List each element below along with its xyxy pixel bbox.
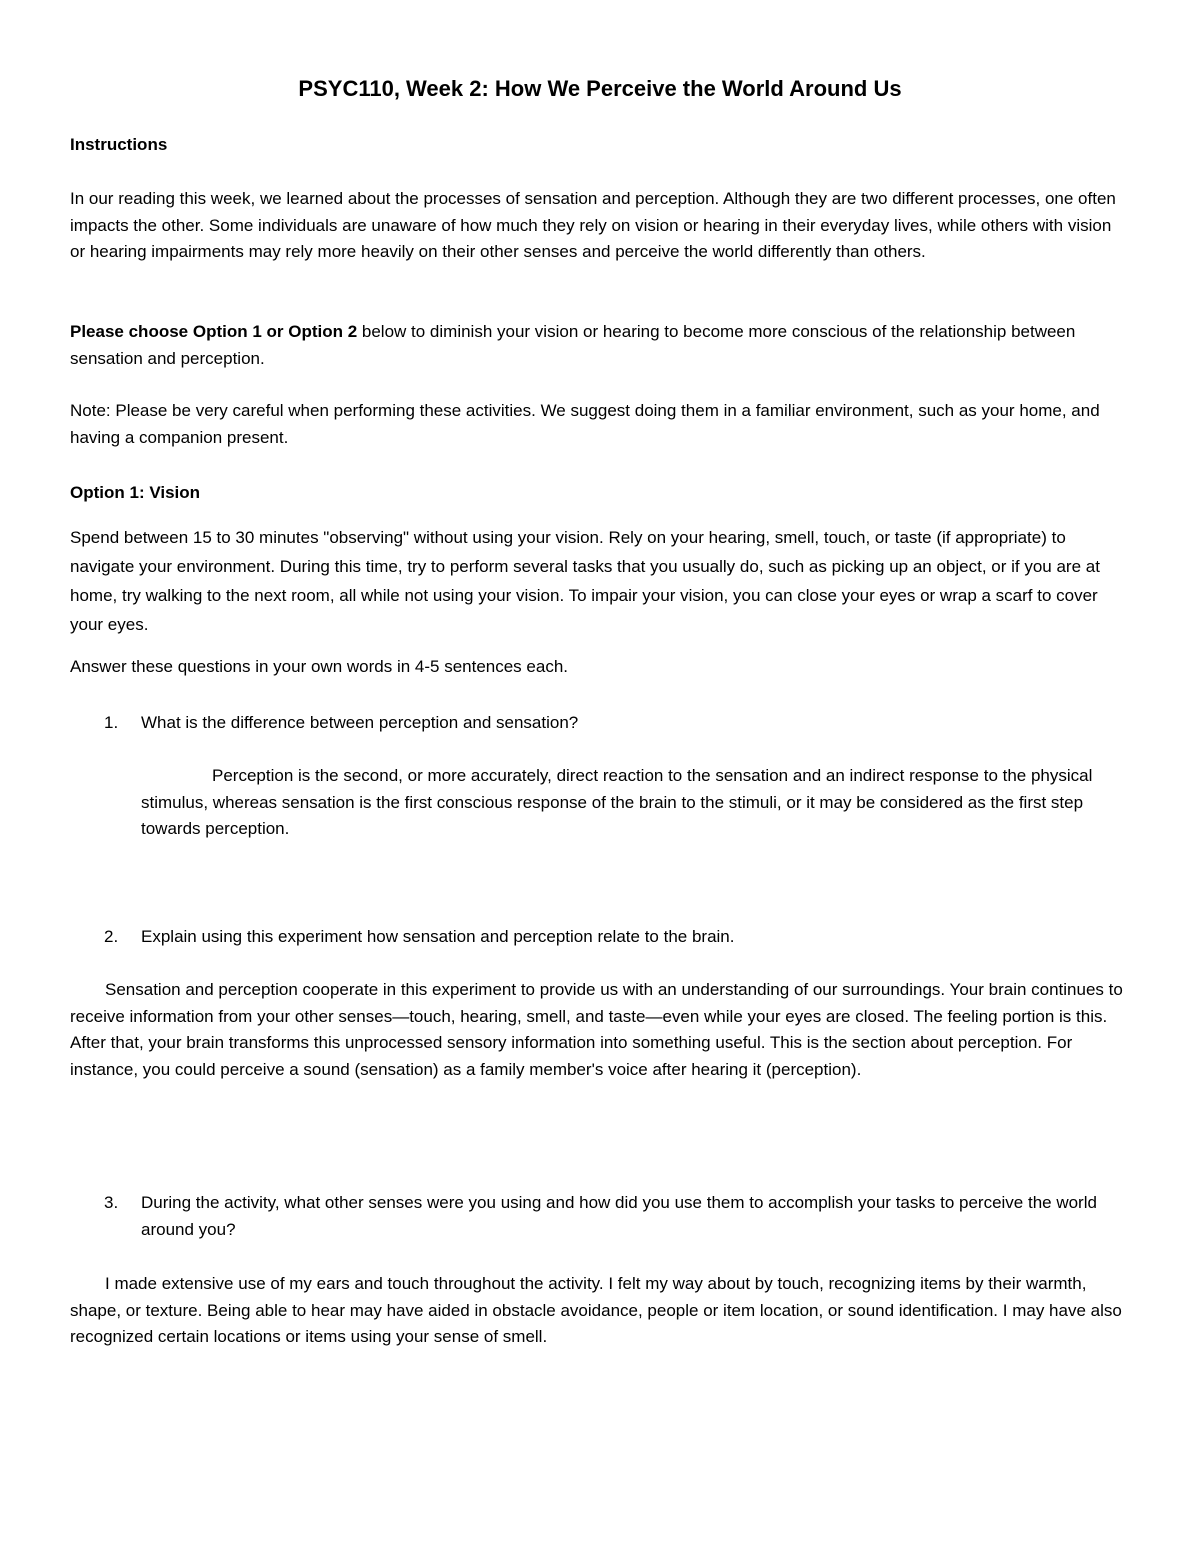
safety-note: Note: Please be very careful when performing these activities. We suggest doing them in a familiar environment, such as your home, and having a companion present. <box>70 401 1100 447</box>
option1-heading: Option 1: Vision <box>70 483 201 502</box>
choose-option-rest: below to diminish your vision or hearing to become more conscious of the relationship between sensation and perception. <box>70 322 1076 368</box>
answer-2: Sensation and perception cooperate in this experiment to provide us with an understanding of our surroundings. Your brain continues to receive information from your other senses—touch, hearing, smell, and taste—even while your eyes are closed. The feeling portion is this. After that, your brain transforms this unprocessed sensory information into something useful. This is the section about perception. For instance, you could perceive a sound (sensation) as a family member's voice after hearing it (perception). <box>70 980 1123 1079</box>
question-2 <box>104 924 1130 951</box>
choose-option-bold: Please choose Option 1 or Option 2 <box>70 322 358 341</box>
answer-1: Perception is the second, or more accurately, direct reaction to the sensation and an indirect response to the physical stimulus, whereas sensation is the first conscious response of the brain to the stimuli, or it may be considered as the first step towards perception. <box>141 766 1093 838</box>
answer-3: I made extensive use of my ears and touch throughout the activity. I felt my way about by touch, recognizing items by their warmth, shape, or texture. Being able to hear may have aided in obstacle avoidance, people or item location, or sound identification. I may have also recognized certain locations or items using your sense of smell. <box>70 1274 1122 1346</box>
instructions-heading: Instructions <box>70 135 168 154</box>
question-2-text: Explain using this experiment how sensation and perception relate to the brain. <box>141 927 735 946</box>
question-1-number: 1. <box>104 713 119 732</box>
choose-option-paragraph <box>70 319 1130 372</box>
question-1-text: What is the difference between perception and sensation? <box>141 713 579 732</box>
question-3-text: During the activity, what other senses were you using and how did you use them to accomplish your tasks to perceive the world around you? <box>141 1193 1097 1239</box>
instructions-intro: In our reading this week, we learned about the processes of sensation and perception. Although they are two different processes, one often impacts the other. Some individuals are unaware of how much they rely on vision or hearing in their everyday lives, while others with vision or hearing impairments may rely more heavily on their other senses and perceive the world differently than others. <box>70 189 1116 261</box>
answer-prompt: Answer these questions in your own words in 4-5 sentences each. <box>70 657 568 676</box>
document-title: PSYC110, Week 2: How We Perceive the World Around Us <box>298 76 902 101</box>
question-1 <box>104 710 1130 737</box>
question-2-number: 2. <box>104 927 119 946</box>
question-3 <box>104 1190 1130 1243</box>
option1-description: Spend between 15 to 30 minutes "observing" without using your vision. Rely on your hearing, smell, touch, or taste (if appropriate) to navigate your environment. During this time, try to perform several tasks that you usually do, such as picking up an object, or if you are at home, try walking to the next room, all while not using your vision. To impair your vision, you can close your eyes or wrap a scarf to cover your eyes. <box>70 528 1100 634</box>
question-3-number: 3. <box>104 1193 119 1212</box>
